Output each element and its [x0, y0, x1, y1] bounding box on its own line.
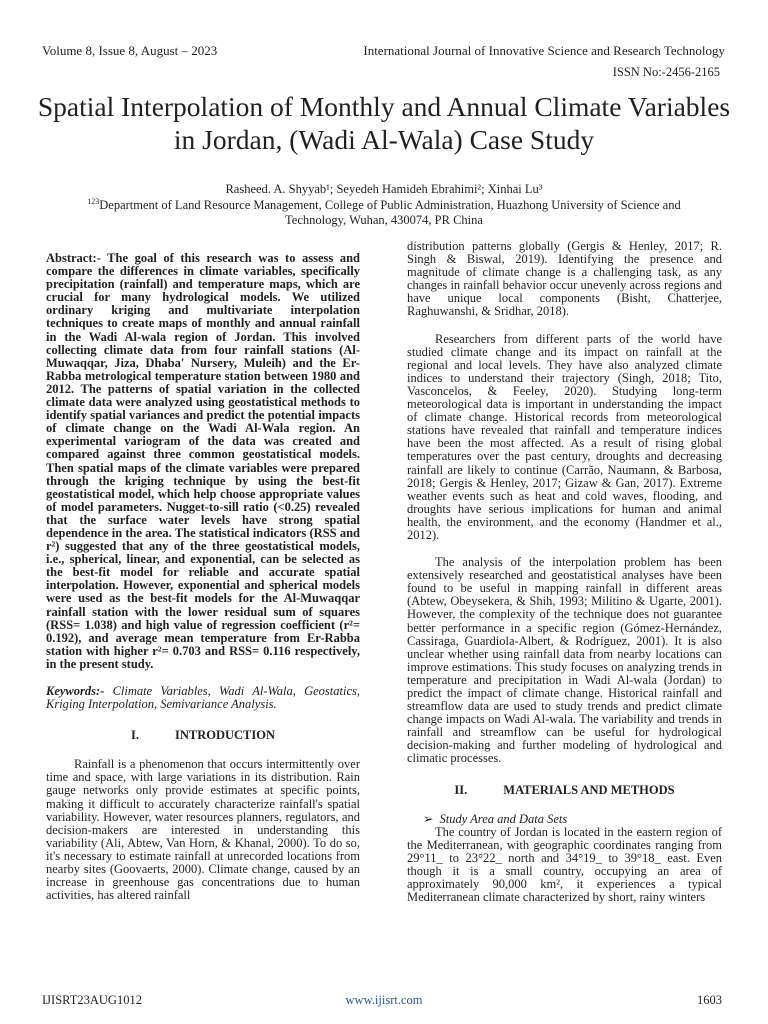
header-journal: International Journal of Innovative Science and Research Technology	[363, 43, 725, 58]
keywords	[46, 685, 360, 711]
footer-site-link[interactable]: www.ijisrt.com	[345, 993, 423, 1007]
right-paragraph-2: Researchers from different parts of the world have studied climate change and its impact on rainfall at the regional and local levels. They have also analyzed climate indices to understand their trajectory (Singh, 2018; Tito, Vasconcelos, & Feeley, 2020). Studying long-term meteorological data is important in understanding the impact of climate change. Historical records from meteorological stations have revealed that rainfall and temperature indices have been the most affected. As a result of rising global temperatures over the past century, droughts and decreasing rainfall are likely to continue (Carrão, Naumann, & Barbosa, 2018; Gergis & Henley, 2017; Gizaw & Gan, 2017). Extreme weather events such as heat and cold waves, flooding, and droughts have serious implications for human and animal health, the environment, and the economy (Handmer et al., 2012).	[407, 331, 722, 542]
section-number: II.	[454, 782, 468, 797]
section-heading-introduction	[46, 729, 360, 742]
left-column	[46, 252, 360, 902]
intro-paragraph: Rainfall is a phenomenon that occurs intermittently over time and space, with large variations in its distribution. Rain gauge networks only provide estimates at specific points, making it difficult to accurately characterize rainfall's spatial variability. However, water resources planners, regulators, and decision-makers are interested in understanding this variability (Ali, Abtew, Van Horn, & Khanal, 2000). To do so, it's necessary to estimate rainfall at unrecorded locations from nearby sites (Goovaerts, 2000). Climate change, caused by an increase in greenhouse gas concentrations due to human activities, has altered rainfall	[46, 757, 360, 903]
right-paragraph-1: distribution patterns globally (Gergis & Henley, 2017; R. Singh & Biswal, 2019). Identifying the presence and magnitude of climate change is a challenging task, as any changes in rainfall behavior occur unevenly across regions and have unique local components (Bisht, Chatterjee, Raghuwanshi, & Sridhar, 2018).	[407, 239, 722, 319]
header-volume: Volume 8, Issue 8, August – 2023	[42, 43, 218, 58]
section-heading-methods	[407, 784, 722, 797]
abstract: Abstract:- The goal of this research was to assess and compare the differences in climate variables, specifically precipitation (rainfall) and temperature maps, which are crucial for many hydrological models. We utilized ordinary kriging and multivariate interpolation techniques to create maps of monthly and annual rainfall in the Wadi Al-wala region of Jordan. This involved collecting climate data from four rainfall stations (Al-Muwaqqar, Jiza, Dhaba' Nursery, Muleih) and the Er-Rabba metrological temperature station between 1980 and 2012. The patterns of spatial variation in the collected climate data were analyzed using geostatistical methods to identify spatial variances and predict the potential impacts of climate change on the Wadi Al-Wala region. An experimental variogram of the data was created and compared against three common geostatistical models. Then spatial maps of the climate variables were prepared through the kriging technique by using the best-fit geostatistical model, which help choose appropriate values of model parameters. Nugget-to-sill ratio (<0.25) revealed that the surface water levels have strong spatial dependence in the area. The statistical indicators (RSS and r²) suggested that any of the three geostatistical models, i.e., spherical, linear, and exponential, can be selected as the best-fit model for reliable and accurate spatial interpolation. However, exponential and spherical models were used as the best-fit models for the Al-Muwaqqar rainfall station with the lower residual sum of squares (RSS= 1.038) and high value of regression coefficient (r²= 0.192), and average mean temperature from Er-Rabba station with higher r²= 0.703 and RSS= 0.116 respectively, in the present study.	[46, 251, 360, 671]
footer-page-number: 1603	[697, 993, 722, 1007]
right-paragraph-4: The country of Jordan is located in the eastern region of the Mediterranean, with geographic coordinates ranging from 29°11_ to 23°22_ north and 34°19_ to 39°18_ east. Even though it is a small country, occupying an area of approximately 90,000 km², it experiences a typical Mediterranean climate characterized by short, rainy winters	[407, 824, 722, 905]
affiliation	[70, 194, 698, 228]
keywords-label: Keywords:-	[46, 684, 105, 698]
subsection-heading	[407, 813, 722, 826]
affiliation-sup: 123	[87, 197, 100, 206]
subsection-title: Study Area and Data Sets	[439, 811, 568, 826]
authors: Rasheed. A. Shyyab¹; Seyedeh Hamideh Ebrahimi²; Xinhai Lu³	[225, 182, 543, 196]
footer-code: IJISRT23AUG1012	[42, 993, 142, 1007]
arrow-bullet-icon: ➢	[423, 811, 434, 826]
paper-title: Spatial Interpolation of Monthly and Annual Climate Variables in Jordan, (Wadi Al-Wala) Case Study	[37, 91, 731, 155]
section-title: INTRODUCTION	[174, 728, 275, 743]
right-column	[407, 240, 722, 904]
right-paragraph-3: The analysis of the interpolation problem has been extensively researched and geostatistical analyses have been found to be useful in mapping rainfall in different areas (Abtew, Obeysekera, & Shih, 1993; Militino & Ugarte, 2001). However, the complexity of the technique does not guarantee better performance in a specific region (Gómez-Hernández, Cassiraga, Guardiola-Albert, & Rodríguez, 2001). It is also unclear whether using rainfall data from nearby locations can improve estimations. This study focuses on analyzing trends in temperature and precipitation in Wadi Al-wala (Jordan) to predict the impact of climate change. Historical rainfall and streamflow data are used to study trends and predict climate change impacts on Wadi Al-wala. The variability and trends in rainfall and streamflow can be useful for hydrological decision-making and further modeling of hydrological and climatic processes.	[407, 555, 722, 766]
section-number: I.	[130, 728, 139, 743]
section-title: MATERIALS AND METHODS	[503, 782, 675, 797]
keywords-text: Climate Variables, Wadi Al-Wala, Geostatics, Kriging Interpolation, Semivariance Analysis.	[46, 684, 360, 712]
affiliation-text: Department of Land Resource Management, College of Public Administration, Huazhong University of Science and Technology, Wuhan, 430074, PR China	[99, 198, 681, 228]
header-issn: ISSN No:-2456-2165	[612, 65, 720, 79]
